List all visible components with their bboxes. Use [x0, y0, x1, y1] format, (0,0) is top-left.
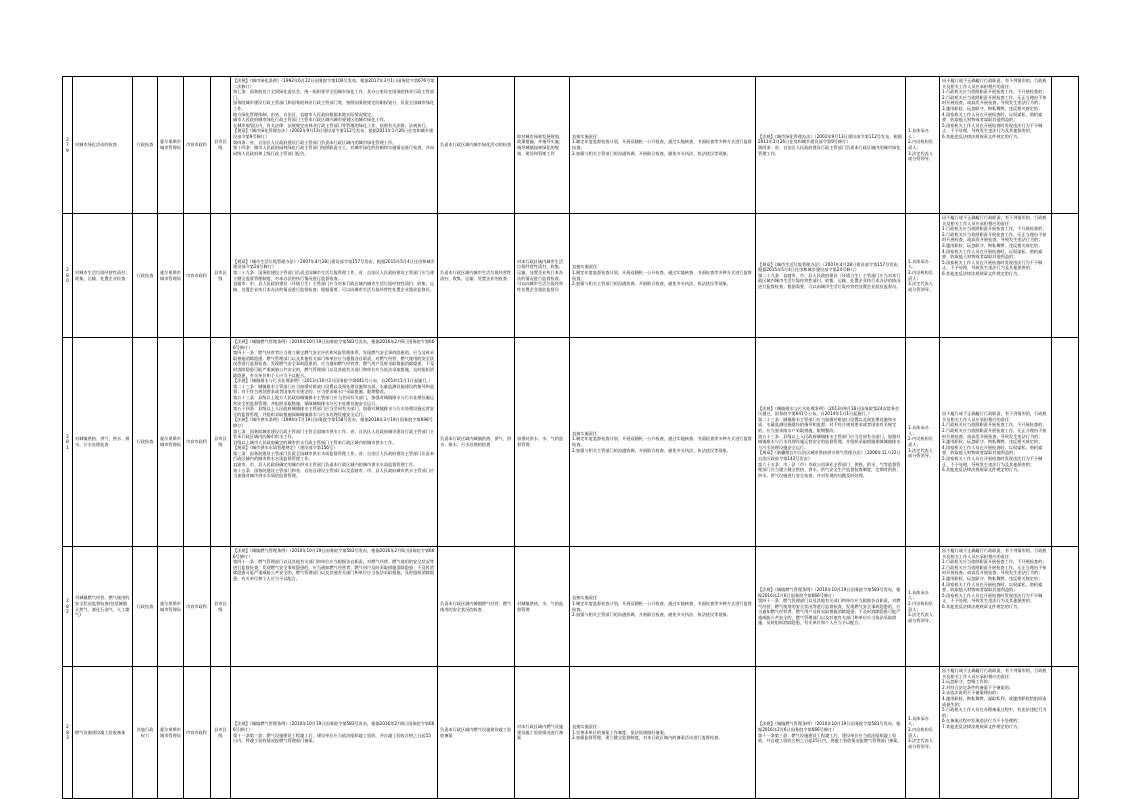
- remarks: [1052, 667, 1079, 799]
- row-number: 281: [63, 338, 73, 547]
- responsible-person: [906, 214, 940, 338]
- legal-basis: [231, 77, 438, 214]
- responsible-person-text: 1.具体承办人； 2.内设机构负责人； 3.法定代表人或分管领导。: [908, 128, 934, 162]
- requirements-text: 直接实施责任： 1.制定年度监督检查计划，开展双随机一公开检查，通过实地核查、书面检查等多种方式进行监督检查。 2.加强与相关主管部门的沟通协调，开展联合检查，避免多头执法、执法扰民等现象。: [572, 264, 752, 287]
- table-row: [63, 338, 1079, 547]
- fault-liability-text: 因不履行或不正确履行行政职责，有下列情形的，行政机关及相关工作人员应承担相应的责任： 1.玩忽职守，怠慢工作的； 2.对符合法定条件的备案不予备案的； 3.未依法说明不予备案理由的； 4.滥用职权、徇私舞弊、谋取私利、或滥用职权给组织造成损失的； 5.行政机关工作人员在办理备案过程中，有违法违纪行为的； 6.在备案过程中发现违法行为不予处理的； 7.其他违反法律法规规章文件规定的行为。: [942, 668, 1047, 729]
- remarks: [1052, 77, 1079, 214]
- power-type: 行政检查: [133, 77, 158, 214]
- responsibility-basis-text: 【规章】《城市生活垃圾管理办法》（2007年4月28日建设部令第157号发布，根据2015年5月4日住房和城乡建设部令第24号修订） 第二十九条：直辖市、市、县人民政府建设（环境卫生）主管部门应当对本行政区域内城市生活垃圾经营性清扫、收集、运输、处置企业执行本办法的情况进行监督检查；根据需要，可以向城市生活垃圾经营性处置企业派驻监督员。: [758, 261, 902, 289]
- implementing-department: 霍尔果斯市城市管理局: [158, 214, 184, 338]
- responsible-person: [906, 338, 940, 547]
- fault-liability-text: 因不履行或不正确履行行政职责，有下列情形的，行政机关及相关工作人员应承担相应的责任： 1.行政机关应当依照职责开展检查工作，不开展检查的； 2.行政机关应当依照职责开展检查工作，无正当理由不按时开展检查，或高发开展检查，导致发生违法行为的； 3.滥用职权、玩忽职守、徇私舞弊、违反相关规定的； 4.国家机关工作人员在开展检查时，以权谋私、借机索要、收取他人财物或者谋取其他利益的； 5.国家机关工作人员在开展检查时发现违法行为不予制止、不予处理，导致发生违法行为及其他损害的； 6.其他违反法律法规规章文件规定的行为。: [942, 78, 1047, 139]
- row-number: 279: [63, 77, 73, 214]
- implementation-requirements: [570, 547, 756, 667]
- admin-level: 县市区级: [211, 667, 231, 799]
- implementing-department: 霍尔果斯市城市管理局: [158, 667, 184, 799]
- responsibility-basis: [756, 338, 906, 547]
- responsible-person-text: 1.具体承办人； 2.内设机构负责人； 3.法定代表人或分管领导。: [908, 589, 934, 623]
- implementing-department: 霍尔果斯市城市管理局: [158, 338, 184, 547]
- legal-basis-text: 【法规】《城市绿化条例》（1992年6月22日国务院令第100号发布，根据2017年3月1日国务院令第676号第二次修订） 第七条：国务院设立全国绿化委员会，统一组织领导全国城乡绿化工作，其办公室设在国务院林业行政主管部门。 国务院城市建设行政主管部门和国务院林业行政主管部门等，按照国务院规定的职权划分，负责全国城市绿化工作。 地方绿化管理体制，由省、自治区、直辖市人民政府根据本地实际情况规定。 城市人民政府城市绿化行政主管部门主管本行政区域内城市规划区的城市绿化工作。 在城市规划区内，有关法律、法规规定由林业行政主管部门等管理的绿化工作，依照有关法律、法规执行。 【规章】《城市绿化管理办法》（2002年9月13日建设部令第112号发布，根据2011年1月26日住房和城乡建设部令第9号修订） 第四条：省、自治区人民政府建设行政主管部门负责本行政区域内的城市绿化管理工作。 第十四条：城市人民政府园林绿化行政主管部门按照职责分工，对城市绿化的控制和实施情况进行检查，并向同级人民政府和上级行政主管部门报告。: [233, 78, 435, 156]
- responsible-person-text: 1.具体承办人； 2.内设机构负责人； 3.法定代表人或分管领导。: [908, 425, 934, 459]
- admin-level: 县市区级: [211, 338, 231, 547]
- power-type: 行政检查: [133, 214, 158, 338]
- responsible-section: 市容市政科: [184, 338, 211, 547]
- responsible-section: 市容市政科: [184, 77, 211, 214]
- admin-level: 县市区级: [211, 77, 231, 214]
- responsible-person: [906, 77, 940, 214]
- fault-liability: [940, 667, 1052, 799]
- legal-basis-text: 【法规】《城镇燃气管理条例》（2010年10月19日国务院令第583号发布，根据2016年2月6日国务院令第666号修订） 第四十一条：燃气管理部门以及其他有关部门和单位应当根据各自职责，对燃气经营、燃气使用的安全状况等进行监督检查，发现燃气安全事故隐患的，应当通知燃气经营者、燃气用户及时采取措施消除隐患；不及时消除隐患可能严重威胁公共安全的，燃气管理部门以及其他有关部门和单位应当依法采取措施，及时组织消除隐患，有关单位和个人应当予以配合。: [233, 548, 435, 581]
- responsibility: 负责本行政区域内城市生活垃圾经营性清扫、收集、运输、处置企业的检查: [438, 214, 515, 338]
- table-row: [63, 214, 1079, 338]
- responsible-section: 市容市政科: [184, 214, 211, 338]
- requirements-text: 直接实施责任： 1.制定年度监督检查计划，开展双随机一公开检查，通过实地核查、书面检查等多种方式进行监督检查。 2.加强与相关主管部门的沟通协调，开展联合检查，避免多头执法、执法扰民等现象。: [572, 133, 752, 156]
- responsibility-basis: [756, 214, 906, 338]
- power-type: 行政检查: [133, 338, 158, 547]
- legal-basis-text: 【法规】《城镇燃气管理条例》（2010年10月19日国务院令第583号发布，根据2016年2月6日国务院令第666号修订） 第四十一条：燃气经营者应当建立健全燃气安全评估和风险管理体系，发现燃气安全事故隐患的，应当及时采取措施消除隐患。燃气管理部门以及其他有关部门和单位应当根据各自职责，对燃气经营、燃气使用的安全状况等进行监督检查，发现燃气安全事故隐患的，应当通知燃气经营者、燃气用户及时采取措施消除隐患；不及时消除隐患可能严重威胁公共安全的，燃气管理部门以及其他有关部门和单位应当依法采取措施，及时组织消除隐患，有关单位和个人应当予以配合。 【法规】《城镇排水与污水处理条例》（2013年10月2日国务院令第641号公布，自2014年1月1日起施行。） 第二十三条：城镇排水主管部门应当加强对排放口设置以及预处理设施和水质、水量监测设施建设的指导和监督；对不符合规划要求或者国家有关规定的，应当要求排水户采取措施，限期整改。 第五十三条：县级以上地方人民政府城镇排水主管部门应当会同有关部门，加强对城镇排水与污水处理设施运营安全的监督管理，并组织采取措施，保障城镇排水与污水处理设施安全运行。 第五十四条：县级以上人民政府城镇排水主管部门应当会同有关部门，加强对城镇排水与污水处理设施运营安全的监督管理，并组织采取措施保障城镇排水与污水处理设施安全运行。 【法规】《城市供水条例》（1994年7月19日国务院令第158号发布，根据2018年3月19日国务院令第698号修订） 第七条：国务院城市建设行政主管部门主管全国城市供水工作。省、自治区人民政府城市建设行政主管部门主管本行政区域内的城市供水工作。 县级以上城市人民政府确定的城市供水行政主管部门主管本行政区域内的城市供水工作。 【规章】《城市供水水质管理规定》（建设部令第156号） 第三条：国务院建设主管部门负责全国城市供水水质监督管理工作。省、自治区人民政府建设主管部门负责本行政区域内的城市供水水质监督管理工作。 直辖市、市、县人民政府确定的城市供水主管部门负责本行政区域内的城市供水水质监督管理工作。 第十五条：国务院建设主管部门和省、自治区建设主管部门以及直辖市、市、县人民政府城市供水主管部门应当加强对城市供水水质的监督管理。: [233, 339, 435, 479]
- responsibility: 负责本行政区域内城市绿化活动的检查: [438, 77, 515, 214]
- fault-liability-text: 因不履行或不正确履行行政职责，有下列情形的，行政机关及相关工作人员应承担相应的责任： 1.行政机关应当依照职责开展检查工作，不开展检查的； 2.行政机关应当依照职责开展检查工作，无正当理由不按时开展检查，或高发开展检查，导致发生违法行为的； 3.滥用职权、玩忽职守、徇私舞弊、违反相关规定的； 4.国家机关工作人员在开展检查时，以权谋私、借机索要、收取他人财物或者谋取其他利益的； 5.国家机关工作人员在开展检查时发现违法行为不予制止、不予处理，导致发生违法行为及其他损害的； 6.其他违反法律法规规章文件规定的行为。: [942, 411, 1047, 473]
- responsible-person: [906, 667, 940, 799]
- remarks: [1052, 214, 1079, 338]
- power-type: 其他行政权力: [133, 667, 158, 799]
- responsibility-basis-text: 【法规】《城市绿化管理办法》（2002年9月13日建设部令第112号发布，根据2011年1月26日住房和城乡建设部令第9号修订） 第四条：省、自治区人民政府建设行政主管部门负责本行政区域内的城市绿化管理工作。: [758, 133, 902, 156]
- responsible-person: [906, 547, 940, 667]
- responsible-section: 市容市政科: [184, 547, 211, 667]
- table-row: [63, 547, 1079, 667]
- requirements-text: 直接实施责任： 1.制定年度监督检查计划，开展双随机一公开检查，通过实地核查、书面检查等多种方式进行监督检查。 2.加强与相关主管部门的沟通协调，开展联合检查，避免多头执法、执法扰民等现象。: [572, 430, 752, 453]
- row-number: 283: [63, 667, 73, 799]
- power-list-table: [62, 76, 1079, 799]
- requirements-text: 直接实施责任： 1.完善本单位的备案工作制度，依法依规做好备案。 2.加强监督管理，建立健全监督制度，对本行政区域内的备案活动进行监督检查。: [572, 724, 723, 741]
- supervision-subject: 对本行政区域内城市生活垃圾经营性清扫、收集、运输、处置企业执行本办法的情况进行监督检查。可以向城市生活垃圾经营性处置企业派驻监督员: [515, 214, 570, 338]
- row-number: 282: [63, 547, 73, 667]
- implementing-department: 霍尔果斯市城市管理局: [158, 77, 184, 214]
- implementing-department: 霍尔果斯市城市管理局: [158, 547, 184, 667]
- power-name: 对城市绿化活动的检查: [73, 77, 133, 214]
- fault-liability-text: 因不履行或不正确履行行政职责，有下列情形的，行政机关及相关工作人员应承担相应的责任： 1.行政机关应当依照职责开展检查工作，不开展检查的； 2.行政机关应当依照职责开展检查工作，无正当理由不按时开展检查，或高发开展检查，导致发生违法行为的； 3.滥用职权、玩忽职守、徇私舞弊、违反相关规定的； 4.国家机关工作人员在开展检查时，以权谋私、借机索要、收取他人财物或者谋取其他利益的； 5.国家机关工作人员在开展检查时发现违法行为不予制止、不予处理，导致发生违法行为及其他损害的； 6.其他违反法律法规规章文件规定的行为。: [942, 215, 1047, 276]
- fault-liability: [940, 214, 1052, 338]
- fault-liability-text: 因不履行或不正确履行行政职责，有下列情形的，行政机关及相关工作人员应承担相应的责任： 1.行政机关应当依照职责开展检查工作，不开展检查的； 2.行政机关应当依照职责开展检查工作，无正当理由不按时开展检查，或高发开展检查，导致发生违法行为的； 3.滥用职权、玩忽职守、徇私舞弊、违反相关规定的； 4.国家机关工作人员在开展检查时，以权谋私、借机索要、收取他人财物或者谋取其他利益的； 5.国家机关工作人员在开展检查时发现违法行为不予制止、不予处理，导致发生违法行为及其他损害的； 6.其他违反法律法规规章文件规定的行为。: [942, 548, 1047, 609]
- remarks: [1052, 338, 1079, 547]
- admin-level: 县市区级: [211, 547, 231, 667]
- requirements-text: 直接实施责任： 1.制定年度监督检查计划，开展双随机一公开检查，通过实地核查、书面检查等多种方式进行监督检查。 2.加强与相关主管部门的沟通协调，开展联合检查，避免多头执法、执法扰民等现象。: [572, 595, 752, 618]
- legal-basis: [231, 547, 438, 667]
- responsible-person-text: 1.具体承办人； 2.内设机构负责人； 3.法定代表人或分管领导。: [908, 715, 934, 749]
- row-number: 280: [63, 214, 73, 338]
- responsibility-basis-text: 【法规】《城镇燃气管理条例》（2010年10月19日国务院令第583号发布，根据2016年2月6日国务院令第666号修订） 第十一条第三款：燃气设施建设工程竣工后，建设单位应当依法组织竣工验收，并自竣工验收合格之日起15日内，将竣工验收情况报燃气管理部门备案。: [758, 721, 902, 744]
- responsible-section: 市容市政科: [184, 667, 211, 799]
- legal-basis-text: 【法规】《城镇燃气管理条例》（2010年10月19日国务院令第583号发布，根据2016年2月6日国务院令第666号修订） 第十一条第三款：燃气设施建设工程竣工后，建设单位应当依法组织竣工验收，并自竣工验收合格之日起15日内，将竣工验收情况报燃气管理部门备案。: [233, 721, 435, 744]
- power-name: 对城镇供热、供气、供水、排水、污水处理检查: [73, 338, 133, 547]
- responsibility-basis-text: 【法规】《城镇排水与污水处理条例》（2013年9月18日国务院第24次常务会议通过，国务院令第641号公布，自2014年1月1日起施行。） 第二十三条：城镇排水主管部门应当加强对排放口设置以及预处理设施和水质、水量监测设施建设的指导和监督；对不符合规划要求或者国家有关规定的，应当要求排水户采取措施，限期整改。 第五十三条：县级以上人民政府城镇排水主管部门应当会同有关部门，加强对城镇排水与污水处理设施运营安全的监督管理，并组织采取措施保障城镇排水与污水处理设施安全运行。 【规章】《新疆维吾尔自治区城市供热供水供气管理办法》（2006年11月22日自治区政府令第142号发布） 第六十五条：市、县（市）市政公用事业主管部门、供热、供水、气等监督管理部门应当建立健全供热、供水、供气安全生产监督检查制度，定期对供热、供水、供气设施进行安全检查，并对发现的问题及时处理。: [758, 405, 901, 478]
- legal-basis: [231, 338, 438, 547]
- legal-basis: [231, 214, 438, 338]
- responsible-person-text: 1.具体承办人； 2.内设机构负责人； 3.法定代表人或分管领导。: [908, 258, 934, 292]
- fault-liability: [940, 338, 1052, 547]
- document-page: [62, 76, 1078, 799]
- power-name: 对城镇燃气经营、燃气使用的安全状况监督检查(包括城镇天然气、液化石油气、人工煤气): [73, 547, 133, 667]
- implementation-requirements: [570, 214, 756, 338]
- supervision-subject: 对城镇供热、水、气的监督管理: [515, 547, 570, 667]
- responsibility: 负责本行政区域内城镇供热、供气、供水、排水、污水处理的检查: [438, 338, 515, 547]
- remarks: [1052, 547, 1079, 667]
- supervision-subject: 对本行政区域内燃气设施建设竣工验收情况进行备案: [515, 667, 570, 799]
- responsibility-basis: [756, 667, 906, 799]
- table-row: [63, 667, 1079, 799]
- implementation-requirements: [570, 77, 756, 214]
- fault-liability: [940, 77, 1052, 214]
- power-name: 燃气设施建设竣工验收备案: [73, 667, 133, 799]
- implementation-requirements: [570, 338, 756, 547]
- implementation-requirements: [570, 667, 756, 799]
- responsibility-basis: [756, 77, 906, 214]
- admin-level: 县市区级: [211, 214, 231, 338]
- supervision-subject: 即对城市园林发展规划、政策措施、并指导实施；指导城镇园林绿化的规划、建设和管理工作: [515, 77, 570, 214]
- power-type: 行政检查: [133, 547, 158, 667]
- table-row: [63, 77, 1079, 214]
- responsibility-basis: [756, 547, 906, 667]
- responsibility-basis-text: 【法规】《城镇燃气管理条例》（2010年10月19日国务院令第583号发布，根据2016年2月6日国务院令第666号修订） 第四十一条：燃气管理部门以及其他有关部门和单位应当根据各自职责，对燃气经营、燃气使用的安全状况等进行监督检查，发现燃气安全事故隐患的，应当通知燃气经营者、燃气用户及时采取措施消除隐患；不及时消除隐患可能严重威胁公共安全的，燃气管理部门以及其他有关部门和单位应当依法采取措施，及时组织消除隐患，有关单位和个人应当予以配合。: [758, 586, 901, 626]
- responsibility: 负责本行政区域内城镇燃气经营、燃气使用的安全状况的检查: [438, 547, 515, 667]
- fault-liability: [940, 547, 1052, 667]
- power-name: 对城市生活垃圾经营性清扫、收集、运输、处置企业检查: [73, 214, 133, 338]
- responsibility: 负责本行政区域内燃气设施建设竣工验收备案: [438, 667, 515, 799]
- legal-basis-text: 【规章】《城市生活垃圾管理办法》（2007年4月28日建设部令第157号发布，根据2015年5月4日住房和城乡建设部令第24号修订） 第二十九条：国务院建设主管部门负责全国城市生活垃圾管理工作，省、自治区人民政府建设主管部门应当建立健全监督管理制度，对本办法的执行情况进行监督检查。 直辖市、市、县人民政府建设（环境卫生）主管部门应当对本行政区域内城市生活垃圾经营性清扫、收集、运输、处置企业执行本办法的情况进行监督检查；根据需要，可以向城市生活垃圾经营性处置企业派驻监督员。: [233, 258, 435, 292]
- supervision-subject: 加强对供水、水、气的监督管理: [515, 338, 570, 547]
- legal-basis: [231, 667, 438, 799]
